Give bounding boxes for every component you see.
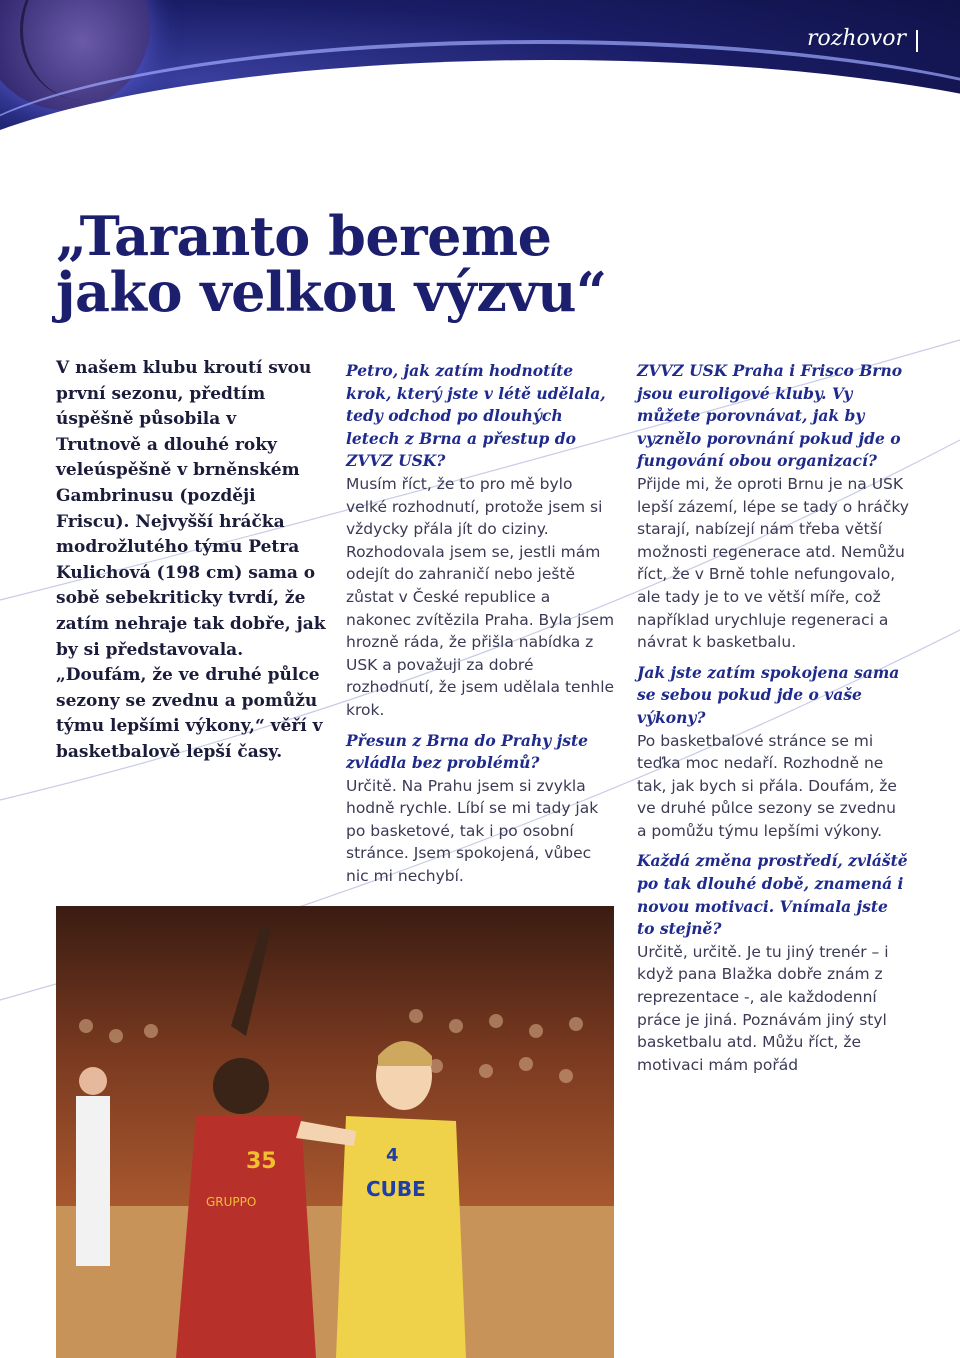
crowd-background xyxy=(56,906,614,1206)
question: Jak jste zatím spokojena sama se sebou pokud jde o vaše výkony? xyxy=(637,662,900,727)
referee-head xyxy=(79,1067,107,1095)
player1-head xyxy=(213,1058,269,1114)
player2-jersey xyxy=(336,1116,466,1358)
question: Přesun z Brna do Prahy jste zvládla bez problémů? xyxy=(346,730,588,773)
player1-number: 35 xyxy=(246,1149,277,1174)
column-middle xyxy=(346,360,618,896)
answer: Určitě, určitě. Je tu jiný trenér – i když pana Blažka dobře znám z reprezentace -, ale každodenní práce je jiná. Poznávám jiný styl basketbalu atd. Můžu říct, že motivaci mám pořád xyxy=(637,942,889,1074)
referee xyxy=(76,1096,110,1266)
article-intro: V našem klubu kroutí svou první sezonu, předtím úspěšně působila v Trutnově a dlouhé roky veleúspěšně v brněnském Gambrinusu (později Friscu). Nejvyšší hráčka modrožlutého týmu Petra Kulichová (198 cm) sama o sobě sebekriticky tvrdí, že zatím nehraje tak dobře, jak by si představovala. „Doufám, že ve druhé půlce sezony se zvednu a pomůžu týmu lepšími výkony,“ věří v basketbalově lepší časy. xyxy=(56,358,326,762)
player2-sponsor: CUBE xyxy=(366,1177,426,1201)
question: Petro, jak zatím hodnotíte krok, který jste v létě udělala, tedy odchod po dlouhých letech z Brna a přestup do ZVVZ USK? xyxy=(346,361,606,471)
title-line-2: jako velkou výzvu“ xyxy=(56,260,607,324)
qa-block xyxy=(346,360,618,722)
answer: Po basketbalové stránce se mi teďka moc nedaří. Rozhodně ne tak, jak bych si přála. Doufám, že ve druhé půlce sezony se zvednu a pomůžu týmu lepšími výkony. xyxy=(637,731,897,840)
qa-block xyxy=(637,360,909,654)
answer: Musím říct, že to pro mě bylo velké rozhodnutí, protože jsem si vždycky přála jít do ciziny. Rozhodovala jsem se, jestli mám odejít do zahraničí nebo ještě zůstat v České republice a nakonec zvítězila Praha. Byla jsem hrozně ráda, že přišla nabídka z USK a považuji za dobré rozhodnutí, že jsem udělala tenhle krok. xyxy=(346,474,615,719)
answer: Přijde mi, že oproti Brnu je na USK lepší zázemí, lépe se tady o hráčky starají, nabízejí nám třeba větší možnosti regenerace atd. Nemůžu říct, že v Brně tohle nefungovalo, ale tady je to ve větší míře, což například urychluje regeneraci a návrat k basketbalu. xyxy=(637,474,909,652)
title-line-1: „Taranto bereme xyxy=(56,204,552,268)
photo-illustration xyxy=(56,906,614,1358)
answer: Určitě. Na Prahu jsem si zvykla hodně rychle. Líbí se mi tady jak po basketové, tak i po osobní stránce. Jsem spokojená, vůbec nic mi nechybí. xyxy=(346,776,599,886)
player2-number: 4 xyxy=(386,1145,399,1166)
column-right xyxy=(637,360,909,1084)
game-photo xyxy=(56,906,614,1358)
question: Každá změna prostředí, zvláště po tak dlouhé době, znamená i novou motivaci. Vnímala jste to stejně? xyxy=(637,851,908,939)
qa-block xyxy=(637,850,909,1076)
qa-block xyxy=(637,662,909,843)
qa-block xyxy=(346,730,618,888)
article-title xyxy=(56,204,607,324)
player1-sponsor: GRUPPO xyxy=(206,1195,257,1209)
court-floor xyxy=(56,1206,614,1358)
section-label: rozhovor xyxy=(807,26,918,51)
question: ZVVZ USK Praha i Frisco Brno jsou euroligové kluby. Vy můžete porovnávat, jak by vyznělo porovnání pokud jde o fungování obou organizací? xyxy=(637,361,903,471)
